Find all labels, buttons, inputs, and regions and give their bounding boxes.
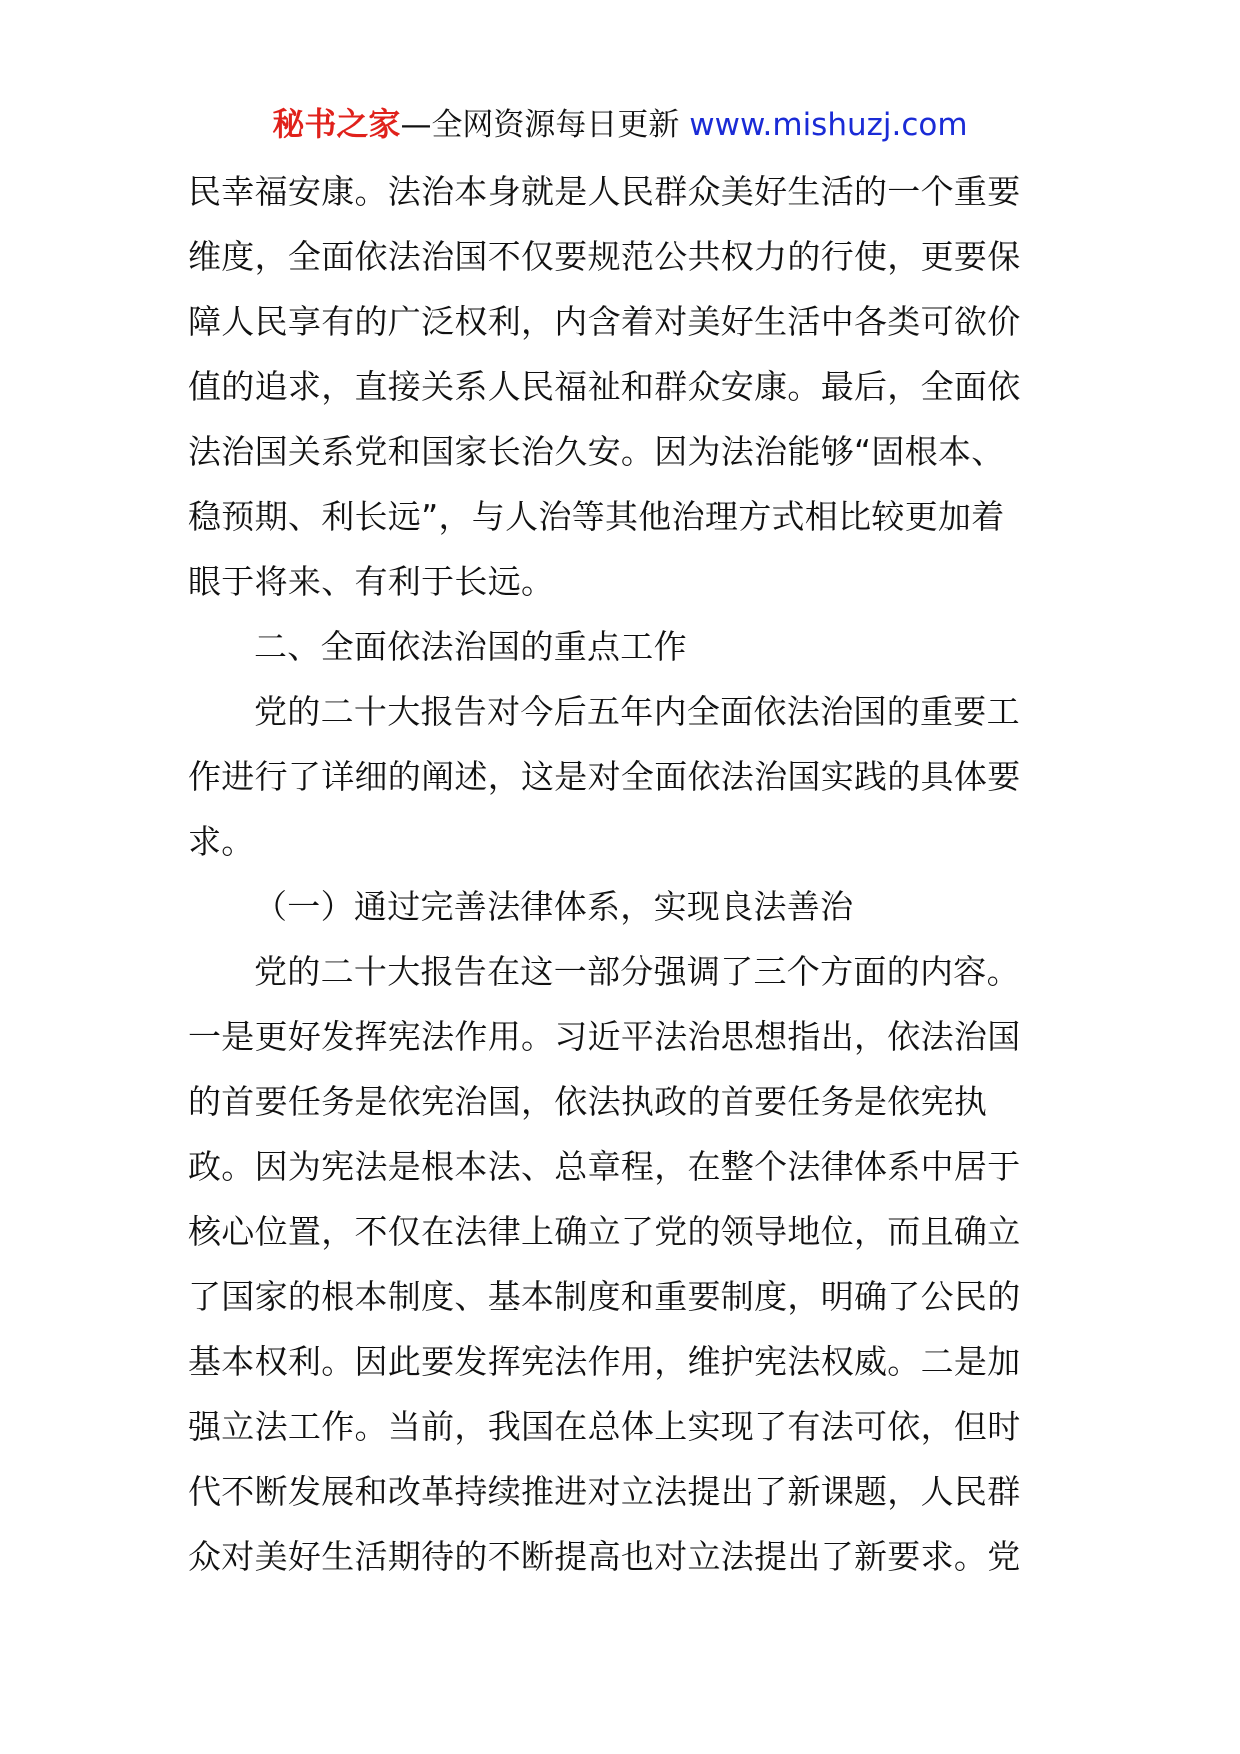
site-url[interactable]: www.mishuzj.com xyxy=(689,107,968,143)
text-line: 核心位置，不仅在法律上确立了党的领导地位，而且确立 xyxy=(188,1212,1021,1251)
text-line: 强立法工作。当前，我国在总体上实现了有法可依，但时 xyxy=(188,1407,1021,1446)
text-line: 一是更好发挥宪法作用。习近平法治思想指出，依法治国 xyxy=(188,1017,1021,1056)
text-line: 值的追求，直接关系人民福祉和群众安康。最后，全面依 xyxy=(188,367,1021,406)
site-header xyxy=(0,102,1240,147)
text-line: 眼于将来、有利于长远。 xyxy=(188,562,555,601)
text-line: 障人民享有的广泛权利，内含着对美好生活中各类可欲价 xyxy=(188,302,1021,341)
text-line: 了国家的根本制度、基本制度和重要制度，明确了公民的 xyxy=(188,1277,1021,1316)
document-body xyxy=(188,159,1054,1589)
subsection-heading: （一）通过完善法律体系，实现良法善治 xyxy=(254,887,854,926)
text-line: 维度，全面依法治国不仅要规范公共权力的行使，更要保 xyxy=(188,237,1021,276)
paragraph-start: 党的二十大报告在这一部分强调了三个方面的内容。 xyxy=(254,952,1020,991)
text-line: 代不断发展和改革持续推进对立法提出了新课题，人民群 xyxy=(188,1472,1021,1511)
text-line: 稳预期、利长远”，与人治等其他治理方式相比较更加着 xyxy=(188,497,1005,536)
text-line: 民幸福安康。法治本身就是人民群众美好生活的一个重要 xyxy=(188,172,1021,211)
text-line: 求。 xyxy=(188,822,255,861)
paragraph-start: 党的二十大报告对今后五年内全面依法治国的重要工 xyxy=(254,692,1020,731)
text-line: 基本权利。因此要发挥宪法作用，维护宪法权威。二是加 xyxy=(188,1342,1021,1381)
site-brand: 秘书之家 xyxy=(272,105,401,143)
text-line: 众对美好生活期待的不断提高也对立法提出了新要求。党 xyxy=(188,1537,1021,1576)
text-line: 作进行了详细的阐述，这是对全面依法治国实践的具体要 xyxy=(188,757,1021,796)
text-line: 法治国关系党和国家长治久安。因为法治能够“固根本、 xyxy=(188,432,1005,471)
section-heading: 二、全面依法治国的重点工作 xyxy=(254,627,687,666)
site-slogan: —全网资源每日更新 xyxy=(400,107,690,143)
text-line: 的首要任务是依宪治国，依法执政的首要任务是依宪执 xyxy=(188,1082,988,1121)
text-line: 政。因为宪法是根本法、总章程，在整个法律体系中居于 xyxy=(188,1147,1021,1186)
